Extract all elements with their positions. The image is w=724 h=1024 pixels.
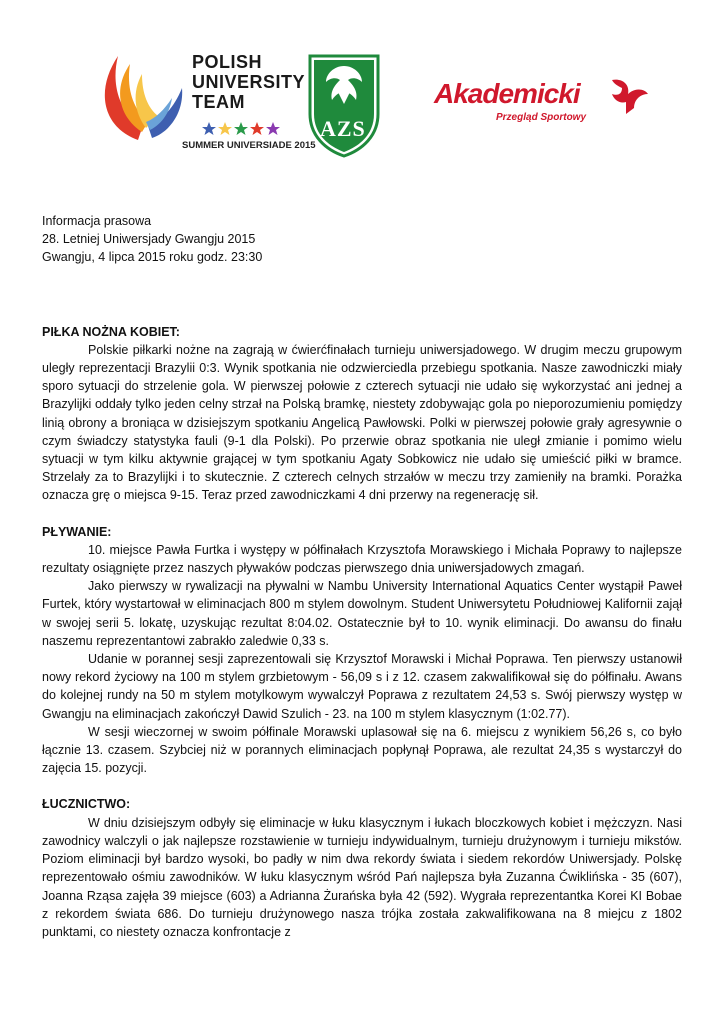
ak-bird-icon (604, 74, 652, 122)
paragraph: Polskie piłkarki nożne na zagrają w ćwierćfinałach turnieju uniwersjadowego. W drugim meczu grupowym uległy reprezentacji Brazylii 0:3. Wynik spotkania nie odzwierciedla przebiegu spotkania. Nasze zawodniczki miały sporo sytuacji do strzelenie gola. W pierwszej połowie z czterech sytuacji nie udało się wykorzystać ani jednej a Brazylijki oddały tylko jeden celny strzał na Polską bramkę, niestety zdobywając gola po nieporozumieniu pomiędzy linią obrony a broniąca w dzisiejszym spotkaniu Angelicą Pawłowski. Polki w pierwszej połowie grały agresywnie o czym świadczy statystyka fauli (9-1 dla Polski). Po przerwie obraz spotkania nie uległ zmianie i pomimo wielu sytuacji w tym kilku aktywnie grającej w tym spotkaniu Agaty Sobkowicz nie udało się umieścić piłki w bramce. Strzelały za to Brazylijki i to skutecznie. Z czterech celnych strzałów w meczu trzy zamieniły na bramki. Porażka oznacza grę o miejsca 9-15. Teraz przed zawodniczkami 4 dni przerwy na regenerację sił. (42, 342, 682, 503)
press-info-line: Informacja prasowa (42, 214, 152, 228)
press-info-line: 28. Letniej Uniwersjady Gwangju 2015 (42, 232, 256, 247)
section-heading: PIŁKA NOŻNA KOBIET: (42, 324, 180, 339)
polish-university-team-logo (92, 44, 316, 162)
stars-icon (202, 122, 282, 136)
paragraph: W sesji wieczornej w swoim półfinale Morawski uplasował się na 6. miejscu z wynikiem 56,26 s, co było łącznie 13. czasem. Szybciej niż w porannych eliminacjach popłynął Poprawa, ale rezultat 24,35 s wystarczył do zajęcia 15. pozycji. (42, 724, 682, 776)
page-header (92, 44, 652, 164)
paragraph: W dniu dzisiejszym odbyły się eliminacje w łuku klasycznym i łukach bloczkowych kobiet i mężczyzn. Nasi zawodnicy walczyli o jak najlepsze rozstawienie w turnieju indywidualnym, turnieju drużynowym i turnieju mikstów. Poziom eliminacji był bardzo wysoki, bo padły w nim dwa rekordy świata i siedem rekordów Uniwersjady. Polskę reprezentowało ośmiu zawodników. W łuku klasycznym wśród Pań najlepsza była Zuzanna Ćwiklińska - 35 (607), Joanna Rząsa zajęła 39 miejsce (603) a Adrianna Żurańska była 42 (592). Wygrała reprezentantka Korei KI Bobae z rekordem świata 686. Do turnieju drużynowego nasza trójka została zakwalifikowana na 8 miejcu z 1802 punktami, co niestety oznacza konfrontacje z (42, 815, 682, 939)
akademicki-wordmark: Akademicki (434, 78, 580, 109)
akademicki-logo (434, 74, 646, 134)
section-archery (42, 795, 682, 941)
section-football (42, 323, 682, 505)
press-release-body (42, 212, 682, 959)
put-line: UNIVERSITY (192, 72, 306, 92)
paragraph: 10. miejsce Pawła Furtka i występy w półfinałach Krzysztofa Morawskiego i Michała Poprawy to najlepsze rezultaty osiągnięte przez naszych pływaków podczas pierwszego dnia uniwersjadowych zmagań. (42, 542, 682, 576)
put-line: POLISH (192, 52, 263, 72)
paragraph: Jako pierwszy w rywalizacji na pływalni w Nambu University International Aquatics Center wystąpił Paweł Furtek, który wystartował w eliminacjach 800 m stylem dowolnym. Student Uniwersytetu Południowej Kalifornii zajął w swojej serii 5. lokatę, uzyskując rezultat 8:04.02. Ostatecznie był to 10. wynik eliminacji. Do awansu do finału naszemu reprezentantowi zabrakło zaledwie 0,33 s. (42, 579, 682, 648)
section-heading: ŁUCZNICTWO: (42, 797, 131, 812)
przeglad-sportowy-text: Przegląd Sportowy (496, 112, 587, 123)
paragraph: Udanie w porannej sesji zaprezentowali się Krzysztof Morawski i Michał Poprawa. Ten pierwszy ustanowił nowy rekord życiowy na 100 m stylem grzbietowym - 56,09 s i z 12. czasem zakwalifikował się do półfinału. Awans do kolejnej rundy na 50 m stylem motylkowym wywalczył Poprawa z rezultatem 24,53 s. Swój pierwszy występ w Gwangju na eliminacjach zakończył Dawid Szulich - 23. na 100 m stylem klasycznym (1:02.77). (42, 652, 682, 721)
put-line: TEAM (192, 92, 245, 112)
azs-shield-icon (304, 52, 384, 158)
press-info-line: Gwangju, 4 lipca 2015 roku godz. 23:30 (42, 250, 263, 265)
put-wordmark (192, 52, 305, 112)
press-info (42, 212, 682, 267)
put-subtitle: SUMMER UNIVERSIADE 2015 (182, 140, 316, 151)
section-heading: PŁYWANIE: (42, 524, 112, 539)
azs-logo (304, 52, 384, 158)
azs-text: AZS (320, 116, 366, 141)
section-swimming (42, 523, 682, 778)
flame-emblem-icon (92, 44, 192, 144)
